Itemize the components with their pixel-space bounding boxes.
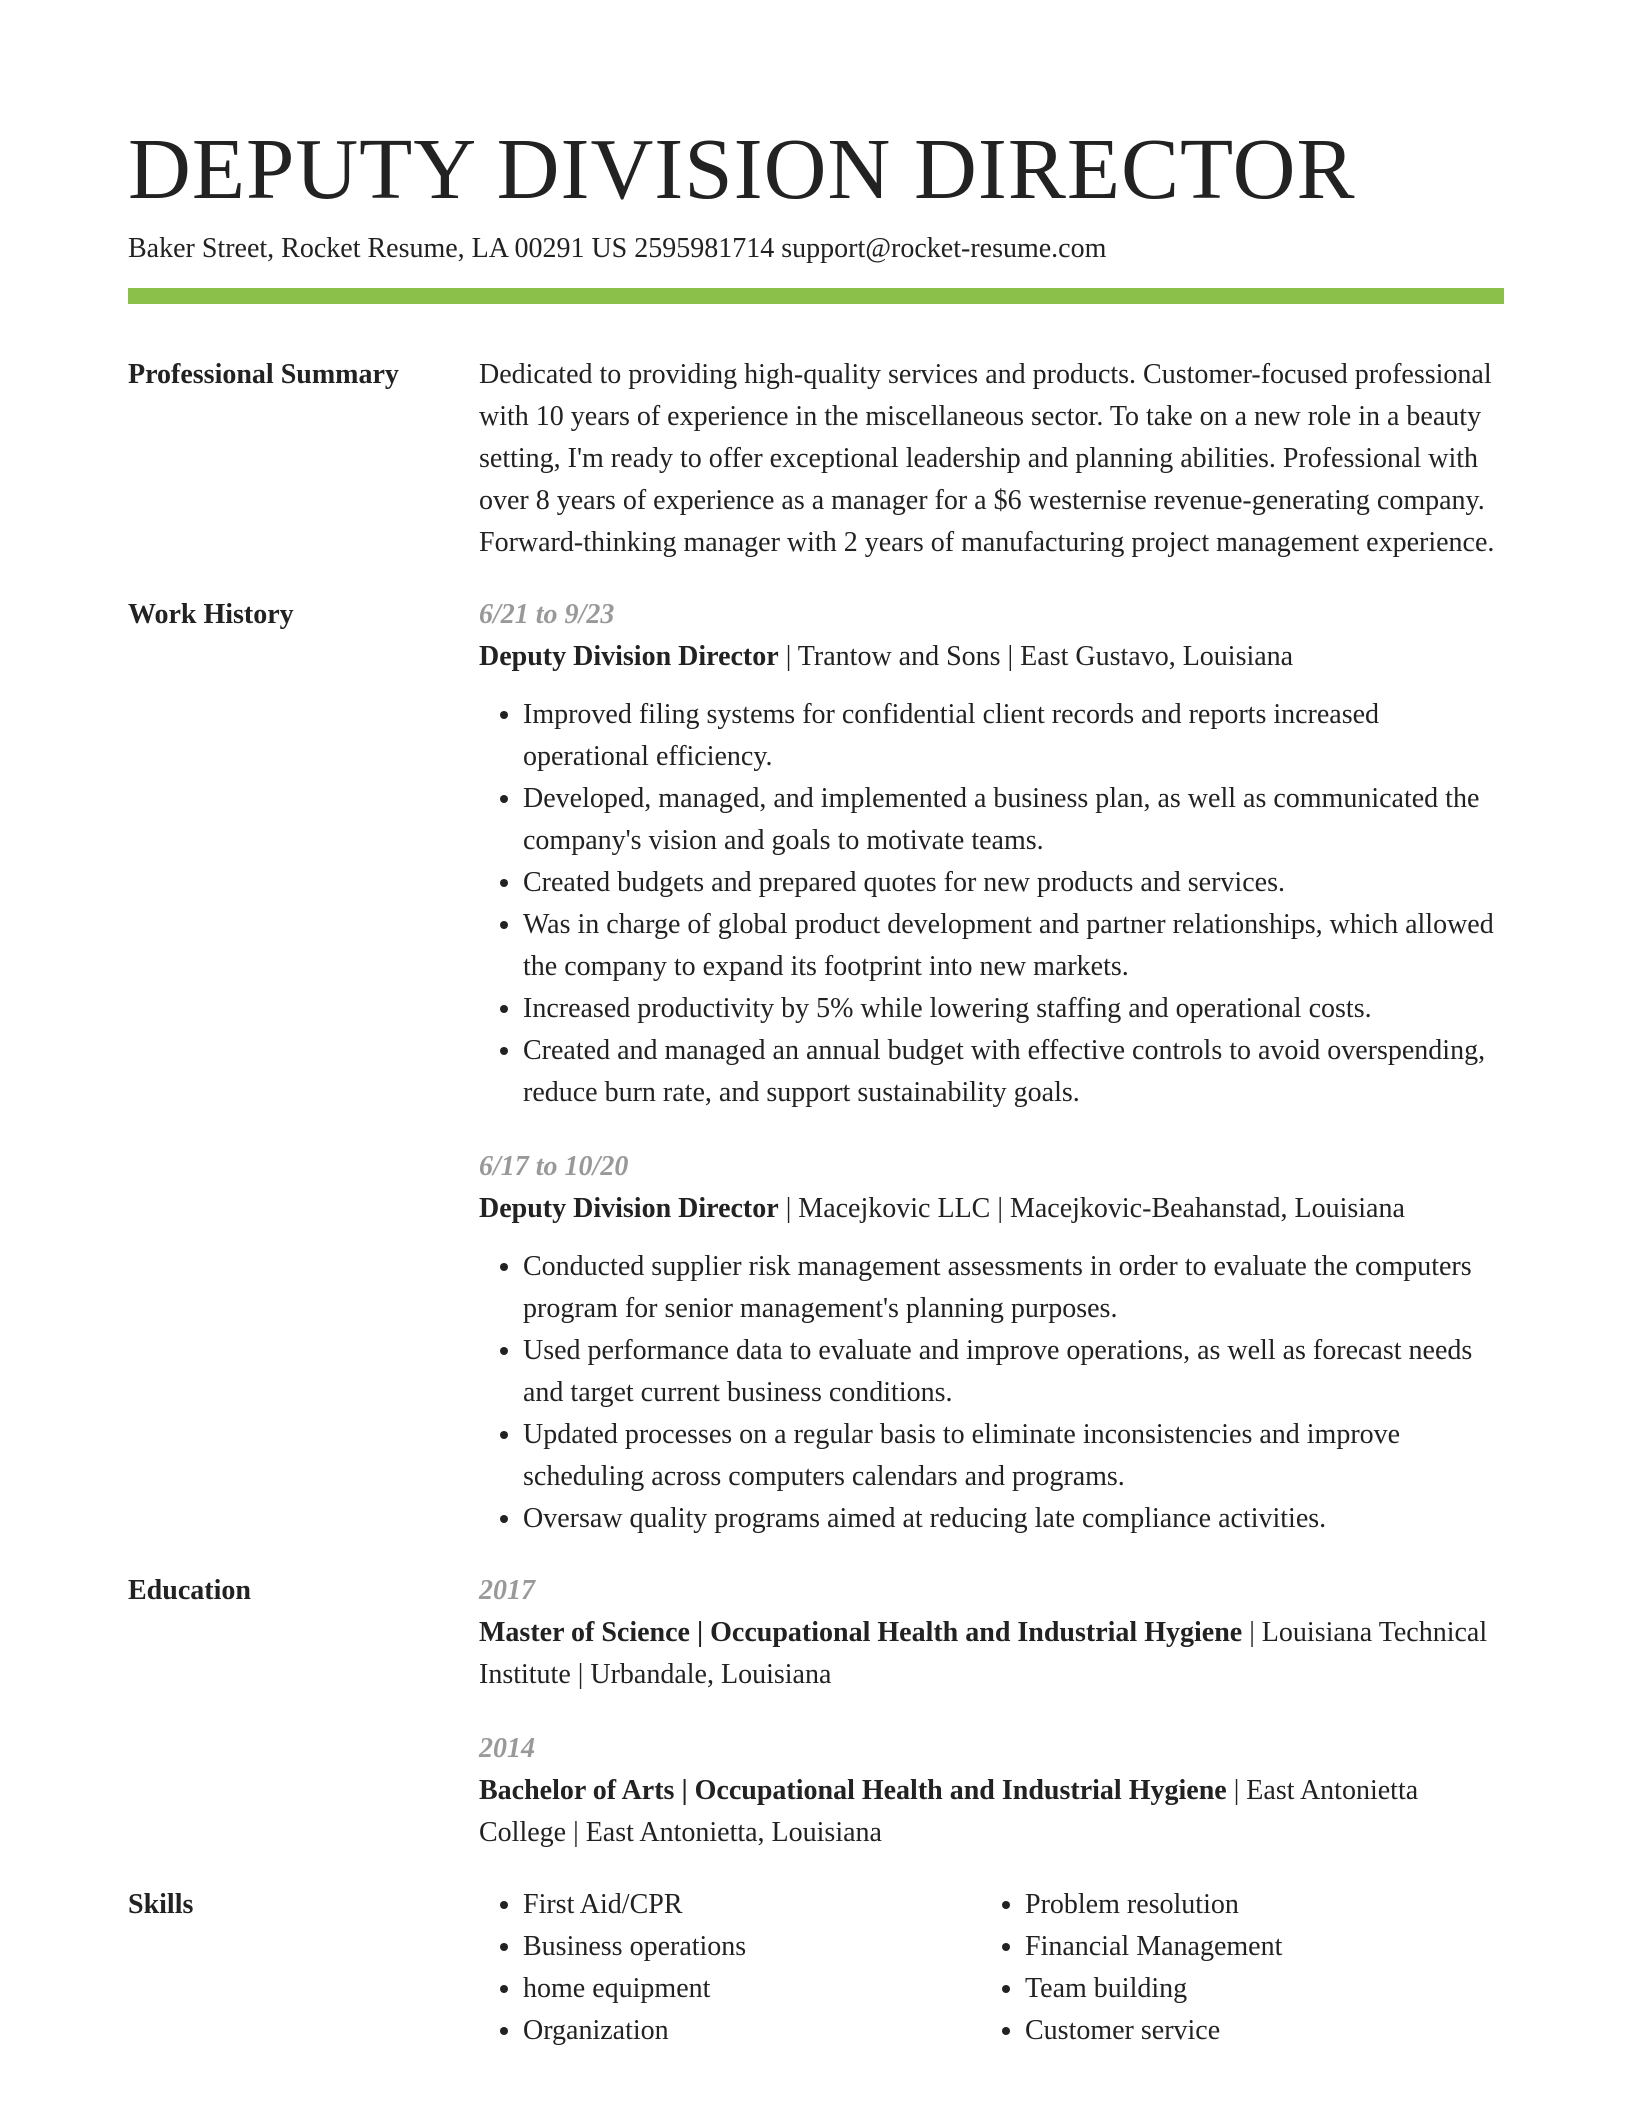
skill-item: • Organization: [523, 2010, 981, 2052]
accent-divider: [128, 288, 1504, 304]
job-bullet: • Developed, managed, and implemented a business plan, as well as communicated the company's vision and goals to motivate teams.: [523, 778, 1504, 862]
degree-title: Bachelor of Arts | Occupational Health and Industrial Hygiene: [479, 1775, 1227, 1806]
job-bullet: • Conducted supplier risk management assessments in order to evaluate the computers program for senior management's planning purposes.: [523, 1246, 1504, 1330]
skills-list: [981, 1884, 1483, 2052]
education-entry: [479, 1570, 1504, 1696]
skills-column-left: [479, 1884, 981, 2052]
section-label-work: Work History: [128, 599, 294, 630]
skill-item: • Problem resolution: [1025, 1884, 1483, 1926]
education-entry: [479, 1728, 1504, 1854]
job-entry: [479, 594, 1504, 1114]
section-label-education: Education: [128, 1575, 251, 1606]
section-label-summary: Professional Summary: [128, 359, 399, 390]
education-section: [128, 1570, 1504, 1854]
work-history-body: [479, 594, 1504, 1540]
job-title: Deputy Division Director: [479, 1193, 779, 1224]
skill-item: • Financial Management: [1025, 1926, 1483, 1968]
skills-section: [128, 1884, 1504, 2052]
job-bullet: • Was in charge of global product development and partner relationships, which allowed the company to expand its footprint into new markets.: [523, 904, 1504, 988]
skills-column-right: [981, 1884, 1483, 2052]
job-heading: [479, 1188, 1504, 1230]
skill-item: • home equipment: [523, 1968, 981, 2010]
school-location: | Louisiana Technical Institute | Urbandale, Louisiana: [479, 1617, 1488, 1690]
job-bullet: • Oversaw quality programs aimed at reducing late compliance activities.: [523, 1498, 1504, 1540]
work-history-section: [128, 594, 1504, 1540]
degree-title: Master of Science | Occupational Health and Industrial Hygiene: [479, 1617, 1243, 1648]
skills-list: [479, 1884, 981, 2052]
job-bullet-list: [479, 1246, 1504, 1540]
job-heading: [479, 636, 1504, 678]
job-bullet: • Created and managed an annual budget with effective controls to avoid overspending, reduce burn rate, and support sustainability goals.: [523, 1030, 1504, 1114]
job-bullet: • Increased productivity by 5% while lowering staffing and operational costs.: [523, 988, 1504, 1030]
job-title: Deputy Division Director: [479, 641, 779, 672]
job-company-location: | Macejkovic LLC | Macejkovic-Beahanstad, Louisiana: [778, 1193, 1405, 1224]
contact-line: Baker Street, Rocket Resume, LA 00291 US 2595981714 support@rocket-resume.com: [128, 233, 1107, 264]
education-year: 2014: [479, 1733, 535, 1764]
job-entry: [479, 1146, 1504, 1540]
resume-title: DEPUTY DIVISION DIRECTOR: [128, 120, 1356, 217]
education-heading: [479, 1612, 1504, 1696]
job-bullet-list: [479, 694, 1504, 1114]
education-body: [479, 1570, 1504, 1854]
education-heading: [479, 1770, 1504, 1854]
job-dates: 6/21 to 9/23: [479, 599, 615, 630]
job-company-location: | Trantow and Sons | East Gustavo, Louisiana: [778, 641, 1294, 672]
education-year: 2017: [479, 1575, 535, 1606]
skills-grid: [479, 1884, 1504, 2052]
skill-item: • Team building: [1025, 1968, 1483, 2010]
professional-summary-section: [128, 354, 1504, 564]
job-bullet: • Created budgets and prepared quotes for new products and services.: [523, 862, 1504, 904]
school-location: | East Antonietta College | East Antonietta, Louisiana: [479, 1775, 1419, 1848]
summary-text: Dedicated to providing high-quality services and products. Customer-focused professional with 10 years of experience in the miscellaneous sector. To take on a new role in a beauty setting, I'm ready to offer exceptional leadership and planning abilities. Professional with over 8 years of experience as a manager for a $6 westernise revenue-generating company. Forward-thinking manager with 2 years of manufacturing project management experience.: [479, 359, 1495, 558]
job-bullet: • Updated processes on a regular basis to eliminate inconsistencies and improve scheduling across computers calendars and programs.: [523, 1414, 1504, 1498]
skill-item: • Business operations: [523, 1926, 981, 1968]
job-bullet: • Improved filing systems for confidential client records and reports increased operational efficiency.: [523, 694, 1504, 778]
job-bullet: • Used performance data to evaluate and improve operations, as well as forecast needs and target current business conditions.: [523, 1330, 1504, 1414]
job-dates: 6/17 to 10/20: [479, 1151, 629, 1182]
skill-item: • First Aid/CPR: [523, 1884, 981, 1926]
section-label-skills: Skills: [128, 1889, 194, 1920]
skill-item: • Customer service: [1025, 2010, 1483, 2052]
